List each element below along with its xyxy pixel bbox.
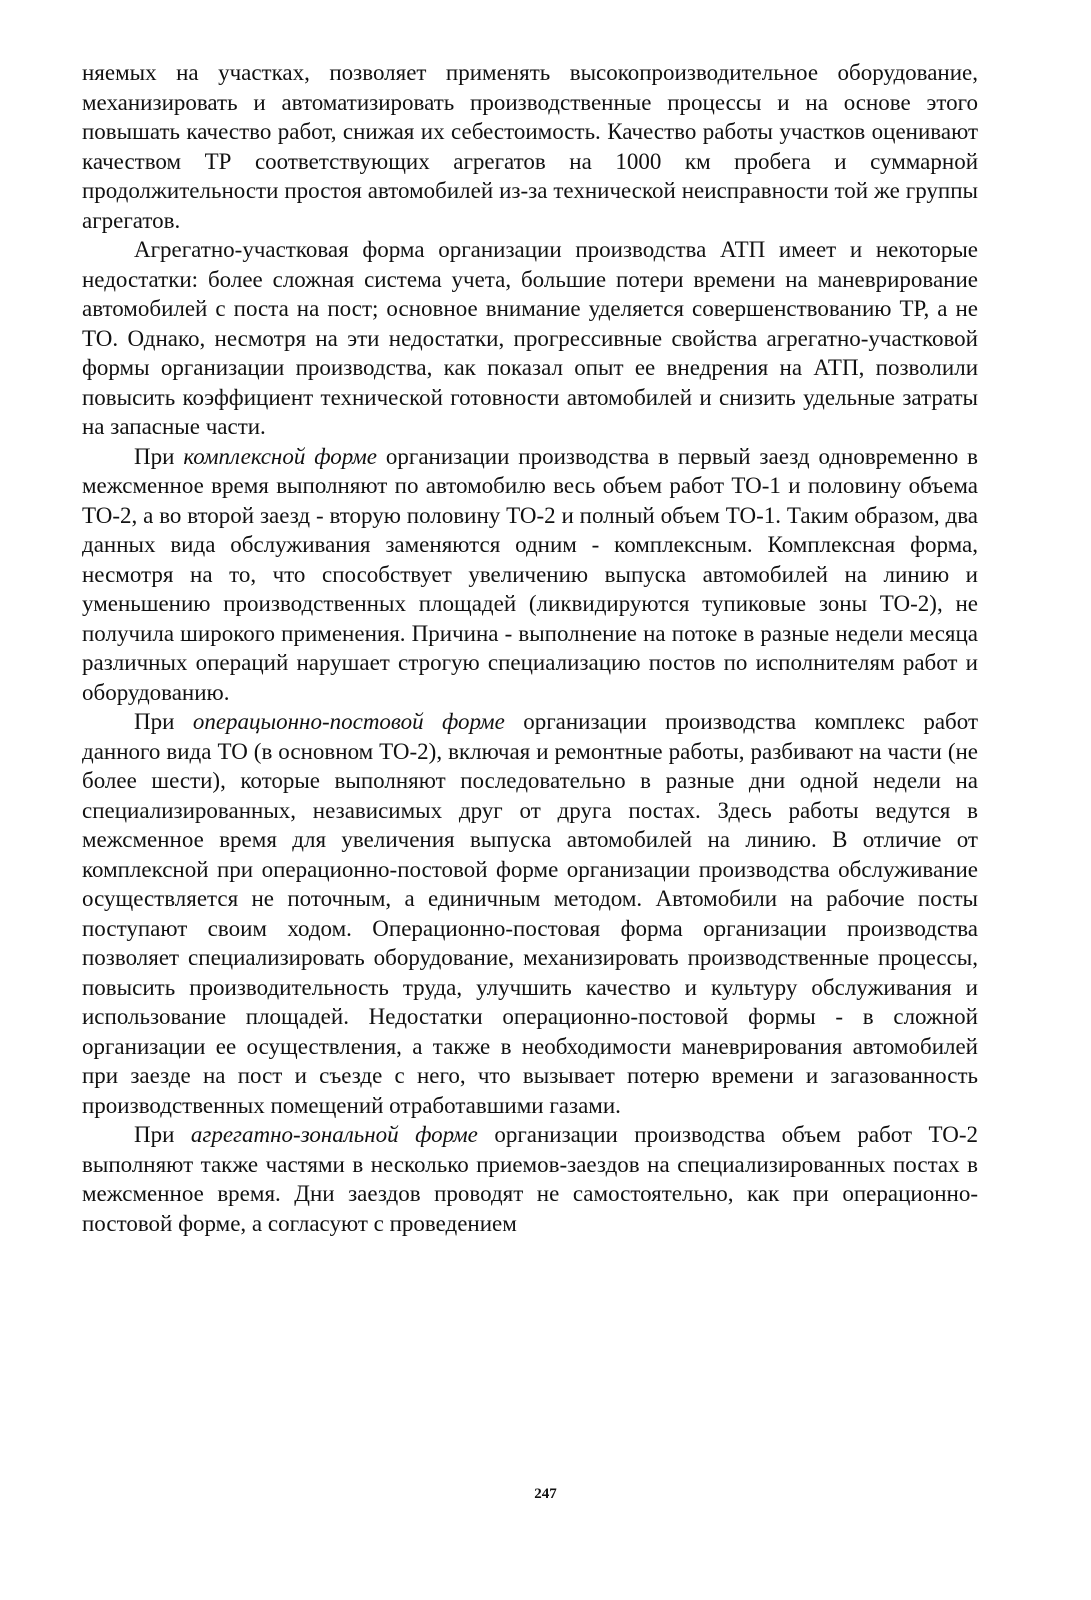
paragraph-aggregate-section-form [82,235,978,442]
italic-term: комплексной форме [183,443,377,469]
page-body [82,58,978,1238]
paragraph-lead: При [134,1122,191,1147]
paragraph-lead: При [134,443,184,469]
paragraph-text: Агрегатно-участковая форма организации производства АТП имеет и некоторые недостатки: более сложная система учета, большие потери времени на маневрирование автомобилей с поста на пост; основное внимание уделяется совершенствованию ТР, а не ТО. Однако, несмотря на эти недостатки, прогрессивные свойства агрегатно-участковой формы организации производства, как показал опыт ее внедрения на АТП, позволили повысить коэффициент технической готовности автомобилей и снизить удельные затраты на запасные части. [82,237,978,439]
italic-term: агрегатно-зональной форме [190,1122,478,1147]
paragraph-lead: При [134,709,193,734]
paragraph-continuation [82,58,978,235]
paragraph-complex-form [82,442,978,708]
paragraph-text: организации производства в первый заезд одновременно в межсменное время выполняют по автомобилю весь объем работ ТО-1 и половину объема ТО-2, а во второй заезд - вторую половину ТО-2 и полный объем ТО-1. Таким образом, два данных вида обслуживания заменяются одним - комплексным. Комплексная форма, несмотря на то, что способствует увеличению выпуска автомобилей на линию и уменьшению производственных площадей (ликвидируются тупиковые зоны ТО-2), не получила широкого применения. Причина - выполнение на потоке в разные недели месяца различных операций нарушает строгую специализацию постов по исполнителям работ и оборудованию. [82,443,979,705]
paragraph-operational-post-form [82,707,978,1120]
paragraph-text: няемых на участках, позволяет применять высокопроизводительное оборудование, механизировать и автоматизировать производственные процессы и на основе этого повышать качество работ, снижая их себестоимость. Качество работы участков оценивают качеством ТР соответствующих агрегатов на 1000 км пробега и суммарной продолжительности простоя автомобилей из-за технической неисправности той же группы агрегатов. [82,60,978,233]
italic-term: операцыонно-постовой форме [192,709,505,734]
paragraph-text: организации производства комплекс работ данного вида ТО (в основном ТО-2), включая и ремонтные работы, разбивают на части (не более шести), которые выполняют последовательно в разные дни одной недели на специализированных, независимых друг от друга постах. Здесь работы ведутся в межсменное время для увеличения выпуска автомобилей на линию. В отличие от комплексной при операционно-постовой форме организации производства обслуживание осуществляется не поточным, а единичным методом. Автомобили на рабочие посты поступают своим ходом. Операционно-постовая форма организации производства позволяет специализировать оборудование, механизировать производственные процессы, повысить производительность труда, улучшить качество и культуру обслуживания и использование площадей. Недостатки операционно-постовой формы - в сложной организации ее осуществления, а также в необходимости маневрирования автомобилей при заезде на пост и съезде с него, что вызывает потерю времени и загазованность производственных помещений отработавшими газами. [82,709,978,1118]
page-number: 247 [534,1486,557,1502]
paragraph-aggregate-zonal-form [82,1120,978,1238]
paragraph-text: организации производства объем работ ТО-2 выполняют также частями в несколько приемов-заездов на специализированных постах в межсменное время. Дни заездов проводят не самостоятельно, как при операционно-постовой форме, а согласуют с проведением [82,1122,978,1236]
